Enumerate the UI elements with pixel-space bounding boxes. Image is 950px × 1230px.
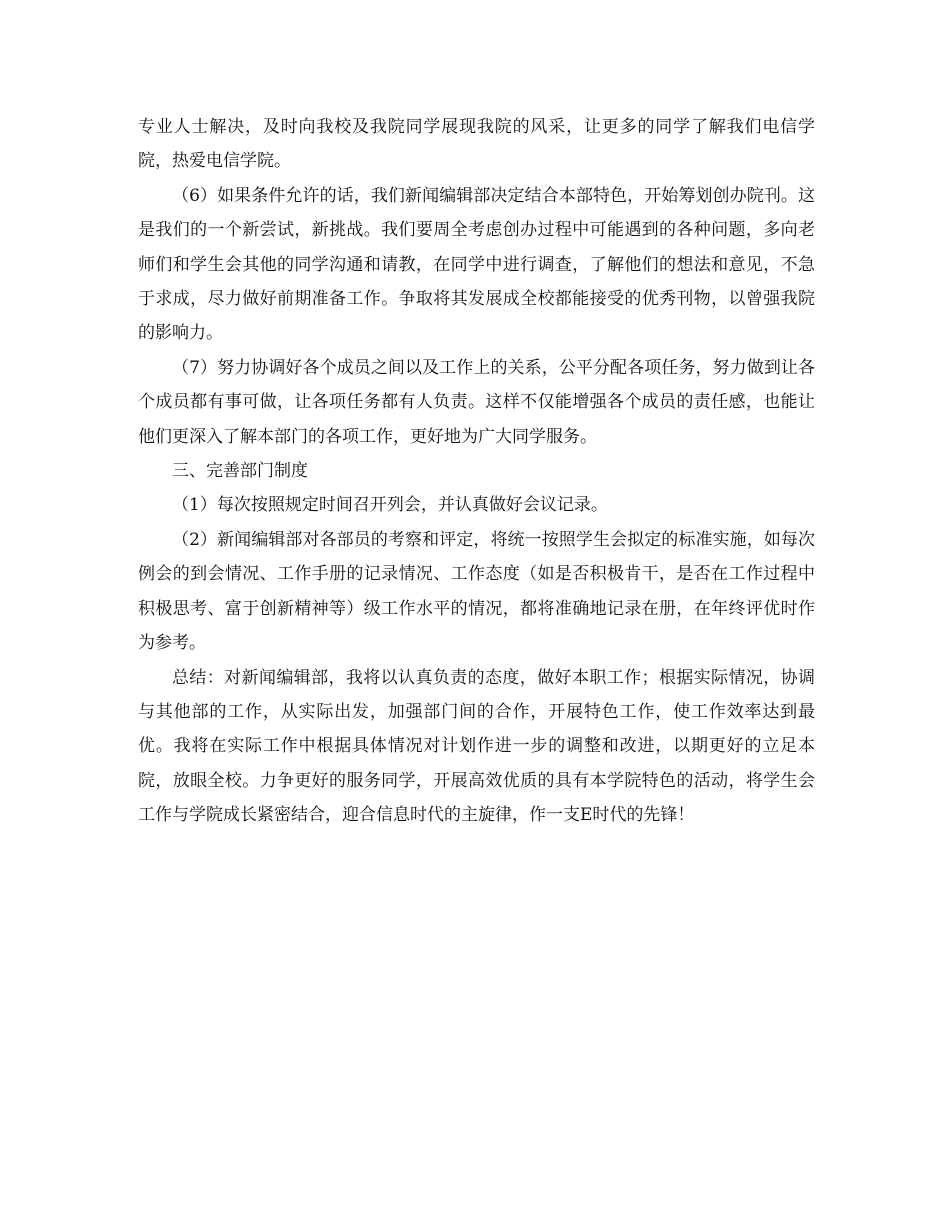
- paragraph-summary: 总结：对新闻编辑部，我将以认真负责的态度，做好本职工作；根据实际情况，协调与其他部的工作，从实际出发，加强部门间的合作，开展特色工作，使工作效率达到最优。我将在实际工作中根据具体情况对计划作进一步的调整和改进，以期更好的立足本院，放眼全校。力争更好的服务同学，开展高效优质的具有本学院特色的活动，将学生会工作与学院成长紧密结合，迎合信息时代的主旋律，作一支E时代的先锋！: [138, 667, 815, 826]
- paragraph-item-7: （7）努力协调好各个成员之间以及工作上的关系，公平分配各项任务，努力做到让各个成员都有事可做，让各项任务都有人负责。这样不仅能增强各个成员的责任感，也能让他们更深入了解本部门的各项工作，更好地为广大同学服务。: [138, 357, 815, 447]
- paragraph-item-6: （6）如果条件允许的话，我们新闻编辑部决定结合本部特色，开始筹划创办院刊。这是我们的一个新尝试，新挑战。我们要周全考虑创办过程中可能遇到的各种问题，多向老师们和学生会其他的同学沟通和请教，在同学中进行调查，了解他们的想法和意见，不急于求成，尽力做好前期准备工作。争取将其发展成全校都能接受的优秀刊物，以曾强我院的影响力。: [138, 185, 815, 344]
- paragraph-continuation: 专业人士解决，及时向我校及我院同学展现我院的风采，让更多的同学了解我们电信学院，热爱电信学院。: [138, 117, 815, 172]
- document-body: [138, 110, 815, 833]
- paragraph-rule-1: （1）每次按照规定时间召开列会，并认真做好会议记录。: [172, 495, 608, 516]
- section-heading: 三、完善部门制度: [172, 461, 308, 482]
- paragraph-rule-2: （2）新闻编辑部对各部员的考察和评定，将统一按照学生会拟定的标准实施，如每次例会的到会情况、工作手册的记录情况、工作态度（如是否积极肯干，是否在工作过程中积极思考、富于创新精神等）级工作水平的情况，都将准确地记录在册，在年终评优时作为参考。: [138, 529, 815, 654]
